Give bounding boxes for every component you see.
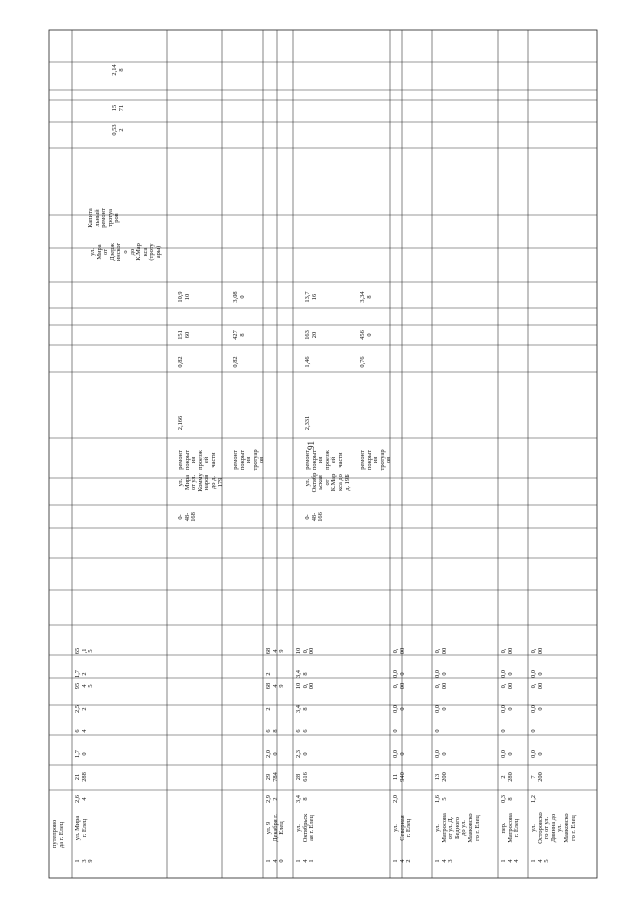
project-1-cost2: 3,08 0	[232, 291, 246, 303]
project-1-object: ул. Мира от ул. Комму наров до д. 179	[177, 473, 224, 492]
project-2-area2: 456 0	[359, 330, 373, 340]
row-3-g: 3,4 8	[295, 670, 309, 678]
row-2-c: 2,0 0	[265, 750, 279, 758]
row-6-b: 2 280	[500, 772, 514, 782]
row-1-e: 2,5 2	[74, 705, 88, 713]
row-7-d: 0	[530, 729, 537, 733]
mira-work-text: Капита льный ремонт тротуа ров	[87, 208, 121, 228]
row-7-b: 7 200	[530, 772, 544, 782]
row-7-h: 0, 00	[530, 647, 544, 655]
row-6-e: 0,0 0	[500, 705, 514, 713]
row-7-a: 1,2	[530, 795, 537, 803]
row-5-h: 0, 00	[434, 647, 448, 655]
row-3-h: 10 0, 00	[295, 647, 316, 655]
row-6-num: 1 4 4	[500, 859, 521, 863]
row-3-num: 1 4 1	[295, 859, 316, 863]
row-3-a: 3,4 8	[295, 795, 309, 803]
row-4-street: ул. Северная г. Елец	[392, 815, 413, 841]
project-2-cost1: 13,7 16	[304, 291, 318, 303]
row-1-g: 1,7 2	[74, 670, 88, 678]
row-5-a: 1,6 5	[434, 795, 448, 803]
project-1-cost1: 10,9 10	[177, 291, 191, 303]
row-6-g: 0,0 0	[500, 670, 514, 678]
row-1-num: 1 3 9	[74, 859, 95, 863]
row-1-h: 65 ,1 5	[74, 647, 95, 655]
row-2-h: 68 4 9	[265, 647, 286, 655]
project-2-sum: 2,331	[304, 415, 311, 431]
row-1-f: 95 4 5	[74, 682, 95, 690]
row-2-e: 2	[265, 707, 272, 711]
row-2-street: ул. 9 Декабря г. Елец	[265, 814, 286, 842]
row-5-num: 1 4 3	[434, 859, 455, 863]
project-1-area2: 427 8	[232, 330, 246, 340]
value-0532: 0,53 2	[111, 124, 125, 136]
project-2-work2: ремонт покрыт ия тротуар ов	[359, 449, 393, 471]
project-1-work2: ремонт покрыт ия тротуар ов	[232, 449, 266, 471]
row-2-num: 1 4 0	[265, 859, 286, 863]
row-1-b: 21 288	[74, 772, 88, 782]
row-7-f: 0, 00	[530, 682, 544, 690]
row-7-street: ул. Осторовско го от ул. Двинна до ул. Маяковско го г. Елец	[530, 812, 577, 844]
row-2-a: 2,9 2	[265, 795, 279, 803]
row-5-d: 0	[434, 729, 441, 733]
value-1571: 15 71	[111, 104, 125, 112]
row-4-d: 0	[392, 729, 399, 733]
row-5-e: 0,0 0	[434, 705, 448, 713]
row-6-c: 0,0 0	[500, 750, 514, 758]
project-1-sum: 2,166	[177, 415, 184, 431]
row-1-street: ул. Мира г. Елец	[74, 815, 88, 841]
continuation-text: путепрово да г. Елец	[51, 819, 65, 848]
row-3-e: 3,4 8	[295, 705, 309, 713]
row-4-e: 0,0 0	[392, 705, 406, 713]
project-2-len1: 1,46	[304, 356, 311, 368]
row-3-d: 6 6	[295, 729, 309, 733]
row-6-a: 0,3 8	[500, 795, 514, 803]
project-2-work1: ремонт покрыт ия проезж ей части	[304, 450, 344, 471]
row-2-d: 6 8	[265, 729, 279, 733]
row-2-b: 29 784	[265, 772, 279, 782]
row-1-a: 2,6 4	[74, 795, 88, 803]
row-3-street: ул. Октябрьск ая г. Елец	[295, 813, 316, 843]
project-2-area1: 163 20	[304, 330, 318, 340]
project-1-len1: 0,82	[177, 356, 184, 368]
row-7-g: 0,0 0	[530, 670, 544, 678]
project-1-len2: 0,82	[232, 356, 239, 368]
row-1-d: 6 4	[74, 729, 88, 733]
row-7-c: 0,0 0	[530, 750, 544, 758]
row-4-a: 2,0	[392, 795, 399, 803]
mira-object-text: ул. Мира от Дзерж инског о до К.Мар кса (троту ары)	[89, 242, 162, 262]
row-1-c: 1,7 0	[74, 750, 88, 758]
row-4-c: 0,0 0	[392, 750, 406, 758]
row-6-f: 0, 00	[500, 682, 514, 690]
row-5-c: 0,0 0	[434, 750, 448, 758]
row-4-b: 11 940	[392, 772, 406, 782]
row-2-g: 2	[265, 672, 272, 676]
row-3-f: 10 0, 00	[295, 682, 316, 690]
project-2-code: 0- 48- 166	[304, 512, 325, 522]
row-7-e: 0,0 0	[530, 705, 544, 713]
row-5-f: 0, 00	[434, 682, 448, 690]
row-3-c: 2,3 0	[295, 750, 309, 758]
project-1-area1: 151 60	[177, 330, 191, 340]
project-2-cost2: 3,34 8	[359, 291, 373, 303]
row-4-h: 0, 00	[392, 647, 406, 655]
page-number: 91	[306, 441, 316, 450]
row-4-g: 0,0 0	[392, 670, 406, 678]
project-2-object: ул. Октябр ьская от К.Мар кса до д. 19Б	[304, 472, 351, 493]
row-3-b: 28 616	[295, 772, 309, 782]
row-2-f: 68 4 9	[265, 682, 286, 690]
row-5-g: 0,0 0	[434, 670, 448, 678]
row-6-street: пер. Матросова г. Елец	[500, 813, 521, 843]
row-6-h: 0, 00	[500, 647, 514, 655]
row-4-f: 0, 00	[392, 682, 406, 690]
value-2148: 2,14 8	[111, 64, 125, 76]
project-1-code: 0- 48- 168	[177, 512, 198, 522]
project-1-work1: ремонт покрыт ия проезж ей части	[177, 450, 217, 471]
row-7-num: 1 4 5	[530, 859, 551, 863]
project-2-len2: 0,76	[359, 356, 366, 368]
row-4-num: 1 4 2	[392, 859, 413, 863]
row-6-d: 0	[500, 729, 507, 733]
row-5-b: 13 200	[434, 772, 448, 782]
row-5-street: ул. Матросова от ул. Д. Бедного до ул. Маяковско го г. Елец	[434, 813, 481, 843]
